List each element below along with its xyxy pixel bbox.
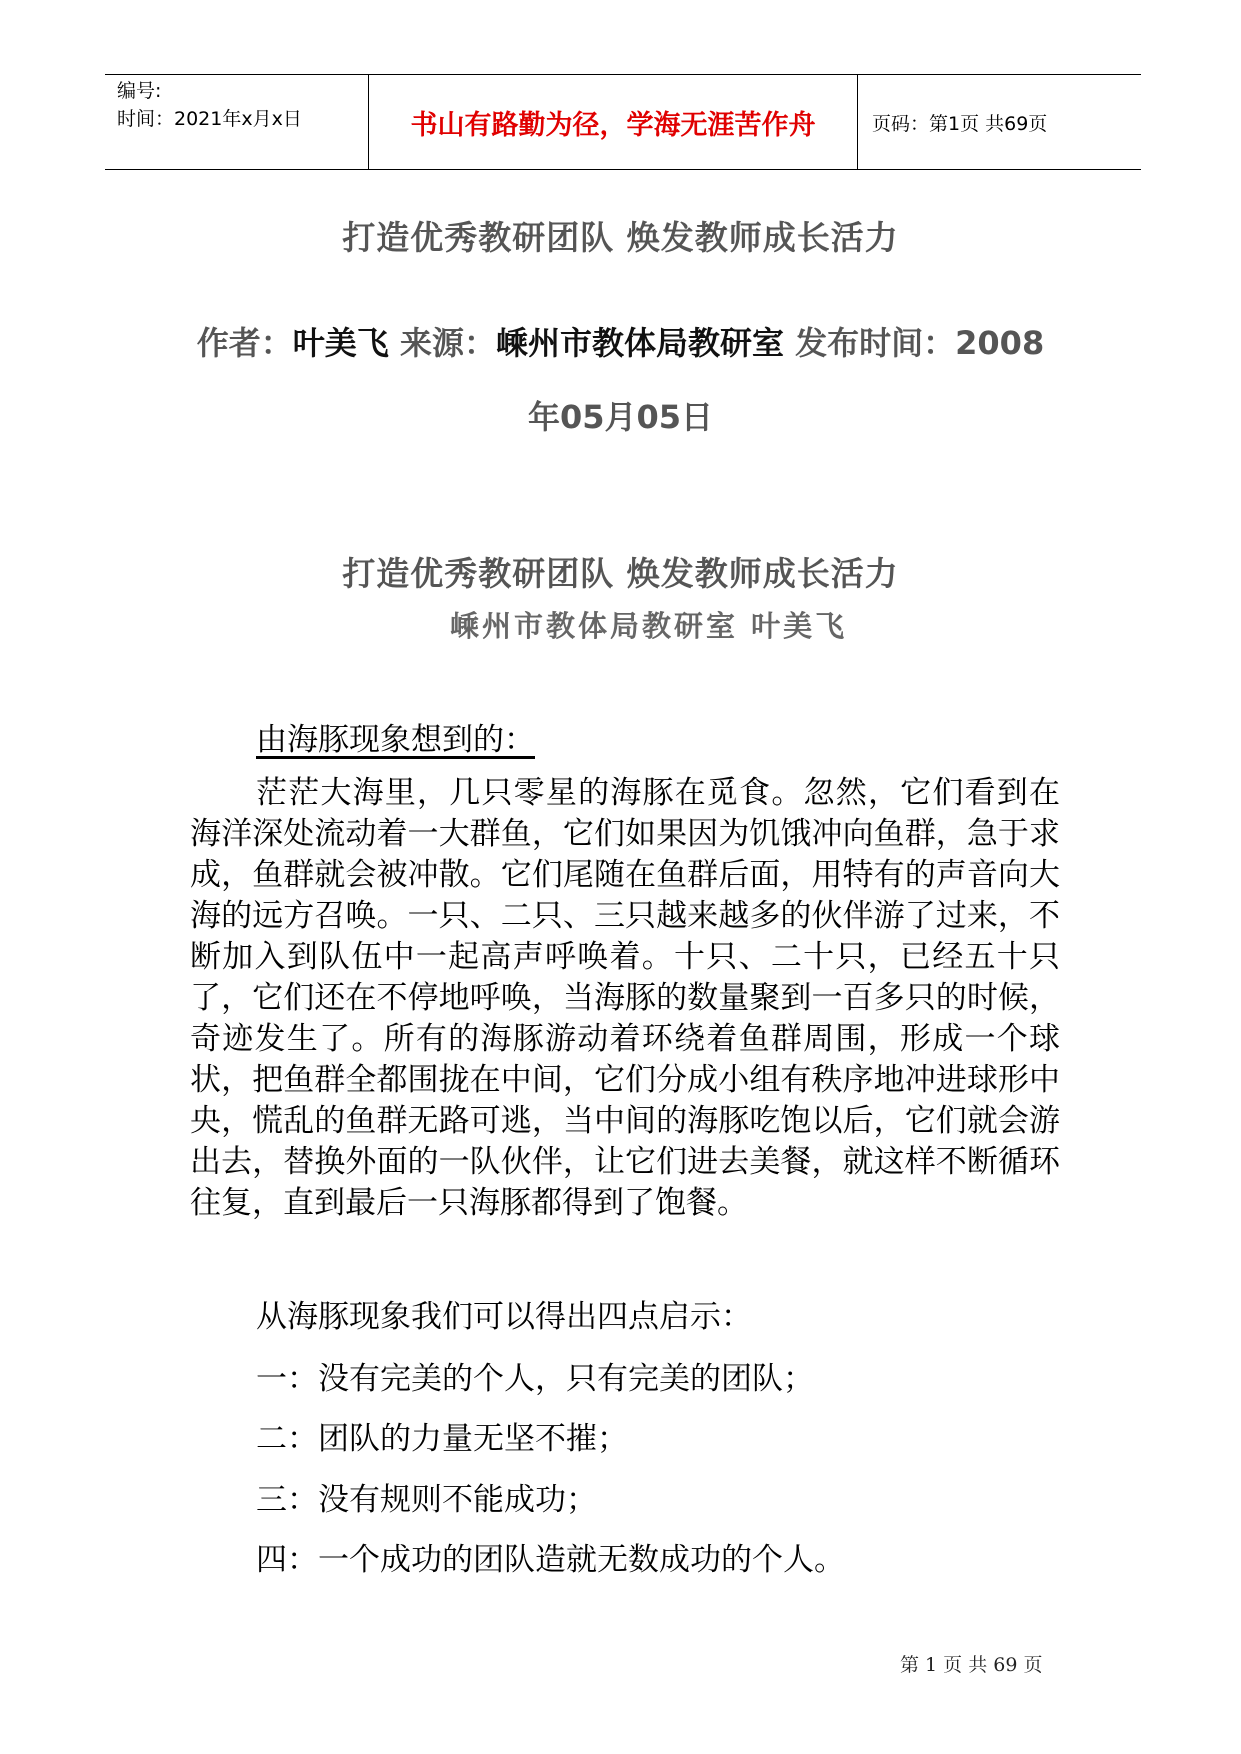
document-byline: 嵊州市教体局教研室 叶美飞 xyxy=(450,609,848,643)
header-page-info: 页码：第1页 共69页 xyxy=(872,112,1048,135)
author-label: 作者： xyxy=(196,324,293,362)
insight-item: 二：团队的力量无坚不摧； xyxy=(256,1421,628,1457)
document-meta-date: 年05月05日 xyxy=(527,398,714,436)
page-header xyxy=(105,74,1141,170)
document-title-repeat: 打造优秀教研团队 焕发教师成长活力 xyxy=(342,554,899,593)
insights-lead: 从海豚现象我们可以得出四点启示： xyxy=(256,1299,752,1335)
page-footer: 第 1 页 共 69 页 xyxy=(900,1654,1043,1676)
insight-item: 一：没有完美的个人，只有完美的团队； xyxy=(256,1361,814,1397)
date-label: 发布时间： xyxy=(795,324,956,362)
source-name: 嵊州市教体局教研室 xyxy=(495,324,784,362)
insight-item: 三：没有规则不能成功； xyxy=(256,1482,597,1518)
time-label: 时间：2021年x月x日 xyxy=(117,108,302,130)
section-heading: 由海豚现象想到的： xyxy=(256,722,535,758)
number-label: 编号: xyxy=(117,80,162,102)
insight-item: 四：一个成功的团队造就无数成功的个人。 xyxy=(256,1542,845,1578)
motto: 书山有路勤为径，学海无涯苦作舟 xyxy=(369,75,858,169)
source-label: 来源： xyxy=(399,324,496,362)
header-left-cell xyxy=(105,75,369,169)
document-title: 打造优秀教研团队 焕发教师成长活力 xyxy=(342,218,899,257)
document-meta xyxy=(0,318,1241,364)
date-year: 2008 xyxy=(955,324,1045,362)
body-paragraph: 茫茫大海里，几只零星的海豚在觅食。忽然，它们看到在海洋深处流动着一大群鱼，它们如果因为饥饿冲向鱼群，急于求成，鱼群就会被冲散。它们尾随在鱼群后面，用特有的声音向大海的远方召唤。一只、二只、三只越来越多的伙伴游了过来，不断加入到队伍中一起高声呼唤着。十只、二十只，已经五十只了，它们还在不停地呼唤，当海豚的数量聚到一百多只的时候，奇迹发生了。所有的海豚游动着环绕着鱼群周围，形成一个球状，把鱼群全都围拢在中间，它们分成小组有秩序地冲进球形中央，慌乱的鱼群无路可逃，当中间的海豚吃饱以后，它们就会游出去，替换外面的一队伙伴，让它们进去美餐，就这样不断循环往复，直到最后一只海豚都得到了饱餐。 xyxy=(190,775,1060,1221)
author-name: 叶美飞 xyxy=(292,324,389,362)
